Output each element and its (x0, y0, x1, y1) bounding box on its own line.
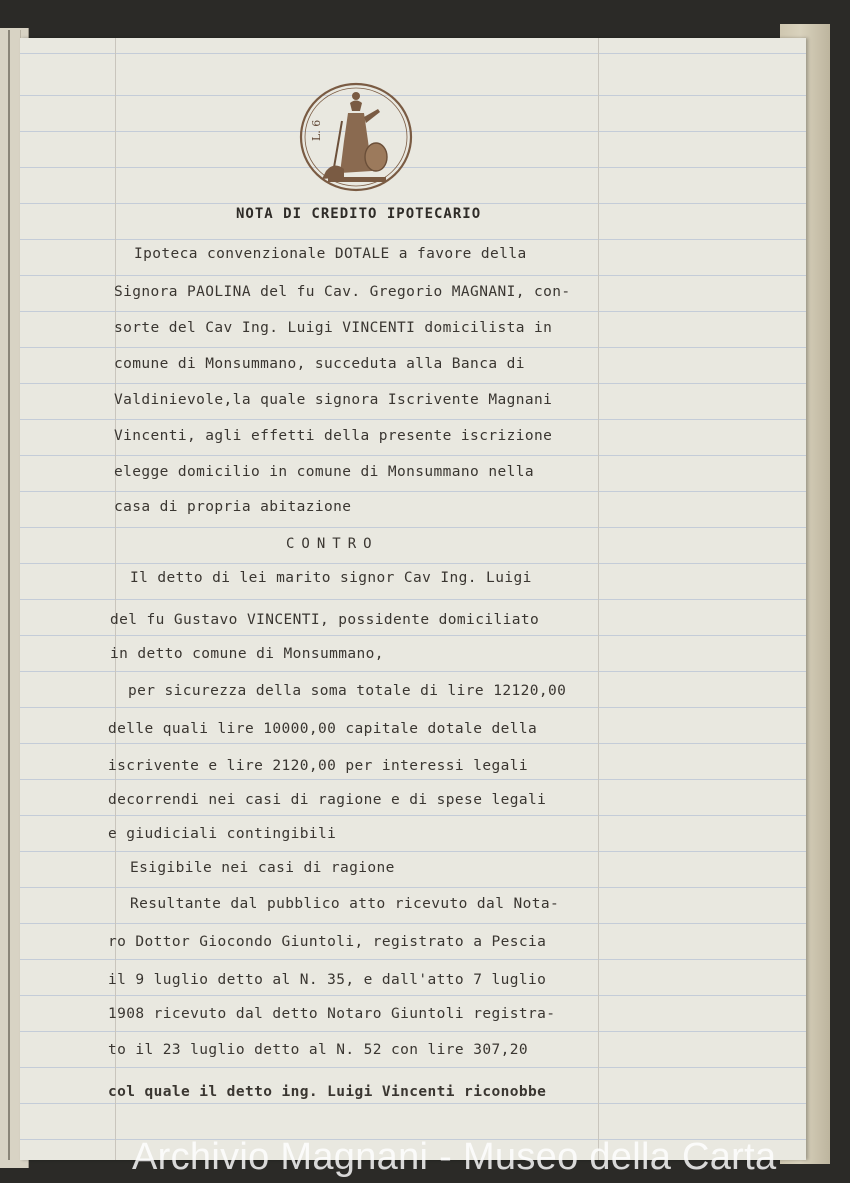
text-line: Vincenti, agli effetti della presente iscrizione (114, 428, 553, 444)
text-line: ro Dottor Giocondo Giuntoli, registrato a Pescia (108, 934, 547, 950)
text-line: Signora PAOLINA del fu Cav. Gregorio MAGNANI, con- (114, 284, 571, 300)
document-title: NOTA DI CREDITO IPOTECARIO (236, 206, 482, 222)
text-line: col quale il detto ing. Luigi Vincenti riconobbe (108, 1084, 547, 1100)
revenue-stamp-icon (298, 81, 414, 193)
text-line: casa di propria abitazione (114, 499, 352, 515)
text-line: Ipoteca convenzionale DOTALE a favore della (134, 246, 527, 262)
archive-watermark: Archivio Magnani - Museo della Carta (132, 1136, 777, 1178)
right-margin-line (598, 38, 599, 1160)
document-page (20, 38, 806, 1160)
text-line: elegge domicilio in comune di Monsummano nella (114, 464, 534, 480)
text-line: to il 23 luglio detto al N. 52 con lire 307,20 (108, 1042, 528, 1058)
left-margin-line (115, 38, 116, 1160)
text-line: Il detto di lei marito signor Cav Ing. Luigi (130, 570, 532, 586)
text-line: delle quali lire 10000,00 capitale dotale della (108, 721, 538, 737)
text-line: in detto comune di Monsummano, (110, 646, 384, 662)
text-line: Resultante dal pubblico atto ricevuto dal Nota- (130, 896, 560, 912)
text-line: decorrendi nei casi di ragione e di spese legali (108, 792, 547, 808)
text-line: sorte del Cav Ing. Luigi VINCENTI domicilista in (114, 320, 553, 336)
stamp-label: L. 6 (310, 119, 323, 141)
text-line: Valdinievole,la quale signora Iscrivente Magnani (114, 392, 553, 408)
text-line: Esigibile nei casi di ragione (130, 860, 395, 876)
text-line: il 9 luglio detto al N. 35, e dall'atto 7 luglio (108, 972, 547, 988)
text-line: 1908 ricevuto dal detto Notaro Giuntoli registra- (108, 1006, 556, 1022)
text-line: e giudiciali contingibili (108, 826, 337, 842)
text-line: del fu Gustavo VINCENTI, possidente domiciliato (110, 612, 540, 628)
text-line: iscrivente e lire 2120,00 per interessi legali (108, 758, 528, 774)
text-line: per sicurezza della soma totale di lire 12120,00 (128, 683, 567, 699)
text-line: comune di Monsummano, succeduta alla Banca di (114, 356, 525, 372)
contro-heading: CONTRO (286, 536, 379, 552)
